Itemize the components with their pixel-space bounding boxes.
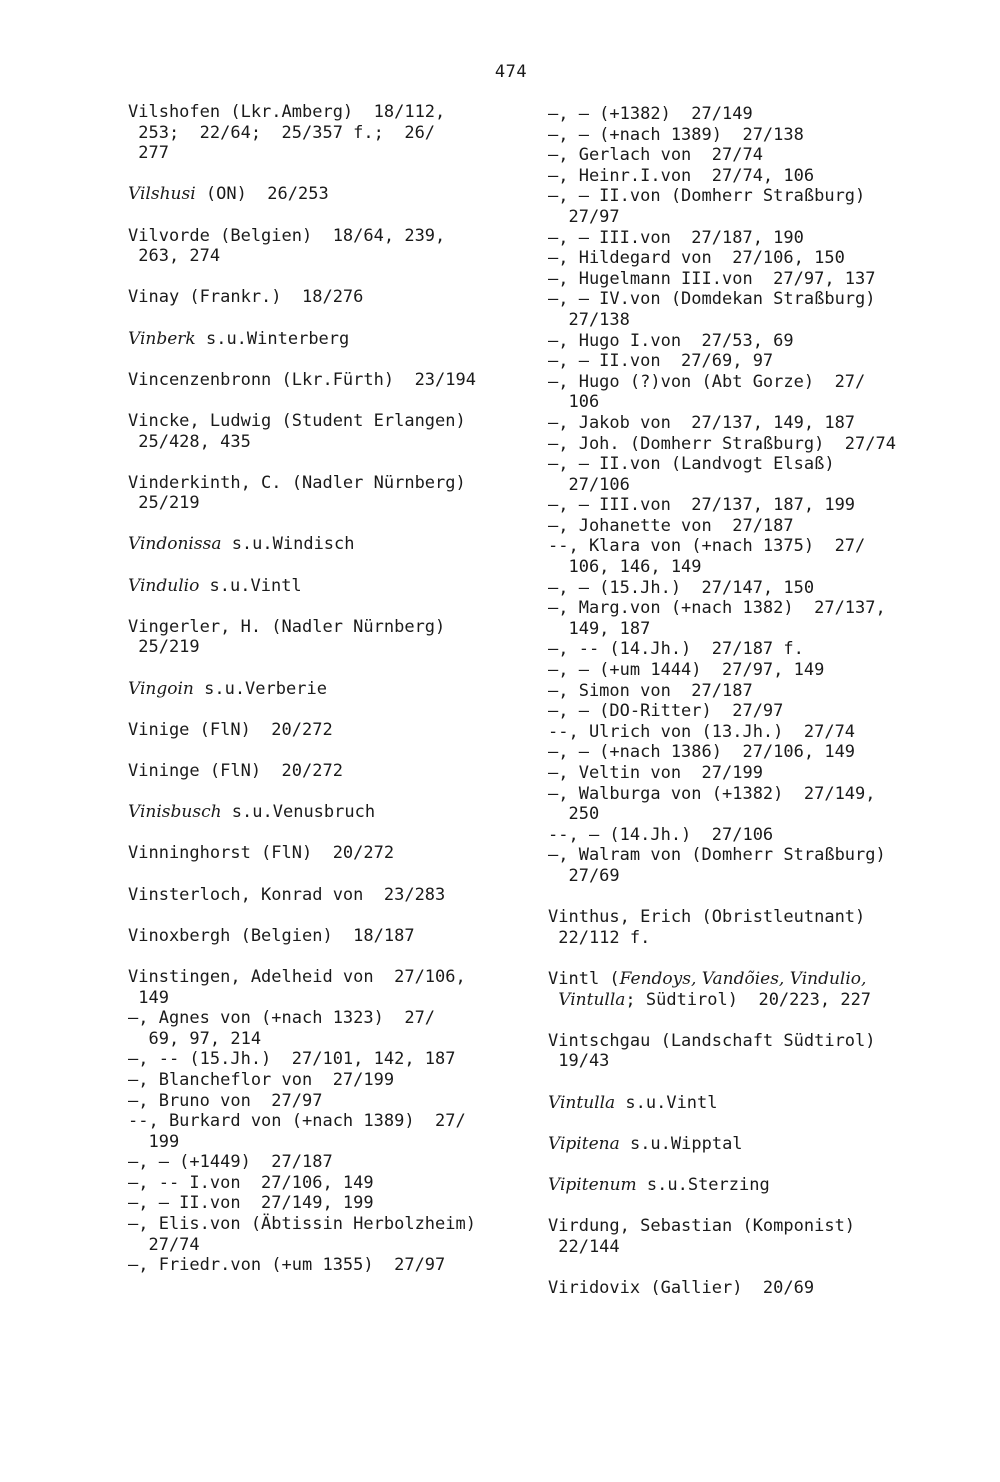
index-text: 27/69 <box>548 865 620 886</box>
index-entry-line <box>548 125 988 146</box>
index-entry-line <box>128 1070 528 1091</box>
index-text: —, — III.von 27/137, 187, 199 <box>548 495 856 516</box>
index-text: Vinay (Frankr.) 18/276 <box>128 287 364 308</box>
index-entry-line <box>548 557 988 578</box>
index-text: 27/138 <box>548 309 630 330</box>
index-entry-line <box>128 637 528 658</box>
index-text: —, — (DO-Ritter) 27/97 <box>548 701 784 722</box>
index-text: 19/43 <box>548 1051 610 1072</box>
index-text <box>548 990 558 1010</box>
index-entry-line <box>128 679 528 700</box>
index-text: —, Johanette von 27/187 <box>548 515 794 536</box>
index-entry-line <box>128 1132 528 1153</box>
index-text: —, — II.von (Domherr Straßburg) <box>548 186 866 207</box>
index-text: —, — III.von 27/187, 190 <box>548 227 804 248</box>
index-entry-line <box>128 1235 528 1256</box>
index-text: Vinige (FlN) 20/272 <box>128 719 333 740</box>
index-text: —, Friedr.von (+um 1355) 27/97 <box>128 1255 446 1276</box>
index-text: —, Blancheflor von 27/199 <box>128 1069 395 1090</box>
index-entry-line <box>548 207 988 228</box>
index-entry-line <box>548 495 988 516</box>
index-entry-line <box>128 329 528 350</box>
index-text: —, — (+1382) 27/149 <box>548 104 753 124</box>
index-entry-line <box>548 413 988 434</box>
index-entry <box>128 617 528 658</box>
index-text: Vindonissa <box>128 534 222 555</box>
index-text: 25/428, 435 <box>128 431 251 452</box>
index-entry-line <box>128 123 528 144</box>
index-entry-line <box>548 639 988 660</box>
index-entry-line <box>128 926 528 947</box>
index-entry-line <box>548 536 988 557</box>
index-entry-line <box>548 681 988 702</box>
index-text: —, — IV.von (Domdekan Straßburg) <box>548 289 876 310</box>
index-text: s.u.Verberie <box>193 678 327 699</box>
index-entry-line <box>548 742 988 763</box>
index-text: Vipitenum <box>548 1174 637 1195</box>
index-text: 250 <box>548 804 600 825</box>
index-text: 22/112 f. <box>548 927 651 948</box>
index-entry-line <box>548 475 988 496</box>
index-entry-line <box>548 186 988 207</box>
index-entry-line <box>128 1255 528 1276</box>
index-text: 277 <box>128 143 169 164</box>
index-text: Vintulla <box>558 989 626 1010</box>
index-entry <box>128 926 528 947</box>
index-text: Vilvorde (Belgien) 18/64, 239, <box>128 225 446 246</box>
index-entry-line <box>548 269 988 290</box>
index-text: s.u.Venusbruch <box>221 802 376 823</box>
index-text: —, Walburga von (+1382) 27/149, <box>548 783 876 804</box>
index-text: —, — (+1449) 27/187 <box>128 1152 333 1173</box>
index-entry-line <box>548 434 988 455</box>
index-entry-line <box>548 722 988 743</box>
index-entry-line <box>548 907 988 928</box>
index-text: —, Veltin von 27/199 <box>548 763 763 783</box>
index-text: Vinsterloch, Konrad von 23/283 <box>128 884 446 905</box>
index-entry-line <box>548 1134 988 1155</box>
index-text: Vincenzenbronn (Lkr.Fürth) 23/194 <box>128 369 476 390</box>
index-entry-line <box>128 967 528 988</box>
index-text: Vilshofen (Lkr.Amberg) 18/112, <box>128 102 446 122</box>
index-text: —, Marg.von (+nach 1382) 27/137, <box>548 598 886 619</box>
index-text: Vintl ( <box>548 968 620 989</box>
index-entry-line <box>128 802 528 823</box>
index-text: 27/74 <box>128 1234 200 1255</box>
index-entry-line <box>548 145 988 166</box>
index-entry <box>128 226 528 267</box>
index-text: —, — II.von 27/69, 97 <box>548 351 774 372</box>
index-column-left <box>128 102 528 1276</box>
index-entry-line <box>128 1029 528 1050</box>
index-text: Vilshusi <box>128 184 196 205</box>
index-text: s.u.Windisch <box>221 534 355 555</box>
index-entry-line <box>128 1008 528 1029</box>
index-text: 27/106 <box>548 474 630 495</box>
index-entry-line <box>548 1051 988 1072</box>
index-text: Vininge (FlN) 20/272 <box>128 761 343 781</box>
index-entry-line <box>128 534 528 555</box>
index-text: Vintulla <box>548 1092 616 1113</box>
index-text: Vinstingen, Adelheid von 27/106, <box>128 966 466 987</box>
index-text: Vinberk <box>128 328 196 349</box>
index-entry-line <box>128 988 528 1009</box>
index-entry-line <box>128 720 528 741</box>
index-text: Vintschgau (Landschaft Südtirol) <box>548 1030 876 1051</box>
index-text: 149, 187 <box>548 618 651 639</box>
index-entry-line <box>548 969 988 990</box>
index-entry-line <box>548 619 988 640</box>
index-entry-line <box>548 990 988 1011</box>
index-entry <box>128 761 528 782</box>
index-entry <box>128 411 528 452</box>
index-entry <box>128 885 528 906</box>
index-entry-line <box>548 248 988 269</box>
index-entry-line <box>548 1031 988 1052</box>
index-text: Virdung, Sebastian (Komponist) <box>548 1216 856 1237</box>
index-entry <box>548 907 988 948</box>
index-entry <box>548 969 988 1010</box>
index-entry <box>128 370 528 391</box>
index-text: ; Südtirol) 20/223, 227 <box>625 989 872 1010</box>
index-text: s.u.Sterzing <box>636 1174 770 1195</box>
index-text: 106 <box>548 392 600 413</box>
index-text: (ON) 26/253 <box>195 184 329 205</box>
index-entry <box>128 967 528 1276</box>
index-entry-line <box>128 102 528 123</box>
index-entry-line <box>548 784 988 805</box>
index-entry-line <box>128 432 528 453</box>
index-entry <box>548 1031 988 1072</box>
index-entry-line <box>128 473 528 494</box>
index-text: 22/144 <box>548 1236 620 1257</box>
index-text: —, Jakob von 27/137, 149, 187 <box>548 412 856 433</box>
index-entry <box>128 287 528 308</box>
index-entry <box>128 679 528 700</box>
index-text: Viridovix (Gallier) 20/69 <box>548 1277 815 1298</box>
index-entry <box>128 184 528 205</box>
index-entry <box>128 843 528 864</box>
index-text: —, -- (15.Jh.) 27/101, 142, 187 <box>128 1049 456 1070</box>
index-text: s.u.Vintl <box>199 575 302 596</box>
index-entry-line <box>128 617 528 638</box>
index-entry-line <box>128 493 528 514</box>
index-entry <box>128 102 528 164</box>
index-text: Vinthus, Erich (Obristleutnant) <box>548 907 866 928</box>
index-entry-line <box>548 516 988 537</box>
index-text: —, Hugelmann III.von 27/97, 137 <box>548 268 876 289</box>
index-entry-line <box>548 804 988 825</box>
index-entry-line <box>128 287 528 308</box>
index-text: 199 <box>128 1131 180 1152</box>
index-text: —, — II.von (Landvogt Elsaß) <box>548 454 835 475</box>
index-entry-line <box>548 351 988 372</box>
index-entry <box>548 1134 988 1155</box>
index-entry-line <box>128 885 528 906</box>
index-entry-line <box>128 761 528 782</box>
index-entry-line <box>548 1175 988 1196</box>
index-text: --, — (14.Jh.) 27/106 <box>548 824 774 845</box>
index-entry-line <box>548 1093 988 1114</box>
index-text: —, Joh. (Domherr Straßburg) 27/74 <box>548 433 896 454</box>
index-entry-line <box>548 598 988 619</box>
index-entry <box>128 473 528 514</box>
index-text: —, — (+um 1444) 27/97, 149 <box>548 660 825 681</box>
index-text: --, Burkard von (+nach 1389) 27/ <box>128 1111 466 1132</box>
index-text: 69, 97, 214 <box>128 1028 262 1049</box>
index-text: s.u.Vintl <box>615 1092 718 1113</box>
index-text: 106, 146, 149 <box>548 557 702 578</box>
index-text: —, Agnes von (+nach 1323) 27/ <box>128 1008 436 1029</box>
index-entry-line <box>548 372 988 393</box>
index-entry-line <box>548 928 988 949</box>
index-text: —, — (+nach 1389) 27/138 <box>548 124 804 145</box>
index-entry-line <box>128 411 528 432</box>
index-entry-line <box>548 331 988 352</box>
index-entry <box>548 1216 988 1257</box>
index-entry-line <box>548 228 988 249</box>
index-text: 25/219 <box>128 637 200 658</box>
index-entry-line <box>548 1216 988 1237</box>
index-text: —, Walram von (Domherr Straßburg) <box>548 845 886 866</box>
index-text: —, Hildegard von 27/106, 150 <box>548 248 845 269</box>
index-entry-line <box>548 1278 988 1299</box>
index-entry-line <box>128 1214 528 1235</box>
index-entry <box>548 1093 988 1114</box>
index-entry <box>128 720 528 741</box>
index-entry-line <box>548 289 988 310</box>
index-text: 253; 22/64; 25/357 f.; 26/ <box>128 122 436 143</box>
index-entry-line <box>548 1237 988 1258</box>
index-entry <box>548 104 988 887</box>
index-entry <box>548 1175 988 1196</box>
index-entry <box>128 534 528 555</box>
index-text: --, Ulrich von (13.Jh.) 27/74 <box>548 721 856 742</box>
index-text: Vincke, Ludwig (Student Erlangen) <box>128 410 466 431</box>
index-entry-line <box>128 1111 528 1132</box>
page-number: 474 <box>494 62 528 82</box>
index-entry-line <box>128 576 528 597</box>
index-entry-line <box>548 454 988 475</box>
index-entry-line <box>548 578 988 599</box>
index-entry-line <box>128 370 528 391</box>
index-text: —, — (15.Jh.) 27/147, 150 <box>548 577 815 598</box>
index-entry-line <box>548 763 988 784</box>
index-text: —, — II.von 27/149, 199 <box>128 1193 374 1214</box>
index-entry-line <box>548 104 988 125</box>
index-entry-line <box>128 1193 528 1214</box>
index-text: —, Hugo (?)von (Abt Gorze) 27/ <box>548 371 866 392</box>
index-entry-line <box>128 1173 528 1194</box>
index-entry-line <box>548 701 988 722</box>
index-text: —, Gerlach von 27/74 <box>548 145 763 166</box>
index-entry <box>128 576 528 597</box>
index-entry-line <box>128 246 528 267</box>
index-entry-line <box>548 310 988 331</box>
index-text: —, Heinr.I.von 27/74, 106 <box>548 165 815 186</box>
index-text: —, — (+nach 1386) 27/106, 149 <box>548 742 856 763</box>
index-text: 27/97 <box>548 206 620 227</box>
index-entry-line <box>548 660 988 681</box>
index-text: s.u.Winterberg <box>195 328 350 349</box>
index-text: Fendoys, Vandõies, Vindulio, <box>619 968 867 989</box>
index-entry-line <box>548 825 988 846</box>
index-text: Vingoin <box>128 678 194 699</box>
index-text: —, Hugo I.von 27/53, 69 <box>548 330 794 351</box>
index-text: 149 <box>128 987 169 1008</box>
index-text: Vinderkinth, C. (Nadler Nürnberg) <box>128 472 466 493</box>
index-text: 263, 274 <box>128 246 221 267</box>
index-text: Vinoxbergh (Belgien) 18/187 <box>128 925 415 946</box>
index-entry <box>128 802 528 823</box>
index-text: —, -- I.von 27/106, 149 <box>128 1172 374 1193</box>
index-entry-line <box>128 1091 528 1112</box>
index-text: —, Elis.von (Äbtissin Herbolzheim) <box>128 1214 476 1235</box>
index-column-right <box>548 104 988 1298</box>
index-text: Vinisbusch <box>128 802 222 823</box>
index-text: s.u.Wipptal <box>619 1133 743 1154</box>
index-entry-line <box>128 1152 528 1173</box>
index-entry <box>548 1278 988 1299</box>
index-text: Vingerler, H. (Nadler Nürnberg) <box>128 616 446 637</box>
index-entry-line <box>128 1049 528 1070</box>
index-entry-line <box>128 843 528 864</box>
index-entry-line <box>548 166 988 187</box>
index-entry-line <box>128 184 528 205</box>
index-entry-line <box>548 845 988 866</box>
index-text: —, Simon von 27/187 <box>548 680 753 701</box>
index-text: —, -- (14.Jh.) 27/187 f. <box>548 639 804 660</box>
index-text: Vipitena <box>548 1133 620 1154</box>
index-entry-line <box>128 143 528 164</box>
index-entry <box>128 329 528 350</box>
index-entry-line <box>548 866 988 887</box>
index-text: Vinninghorst (FlN) 20/272 <box>128 843 395 864</box>
index-text: --, Klara von (+nach 1375) 27/ <box>548 536 866 557</box>
index-entry-line <box>128 226 528 247</box>
index-text: —, Bruno von 27/97 <box>128 1090 323 1111</box>
index-entry-line <box>548 392 988 413</box>
index-text: 25/219 <box>128 493 200 514</box>
index-text: Vindulio <box>128 575 200 596</box>
